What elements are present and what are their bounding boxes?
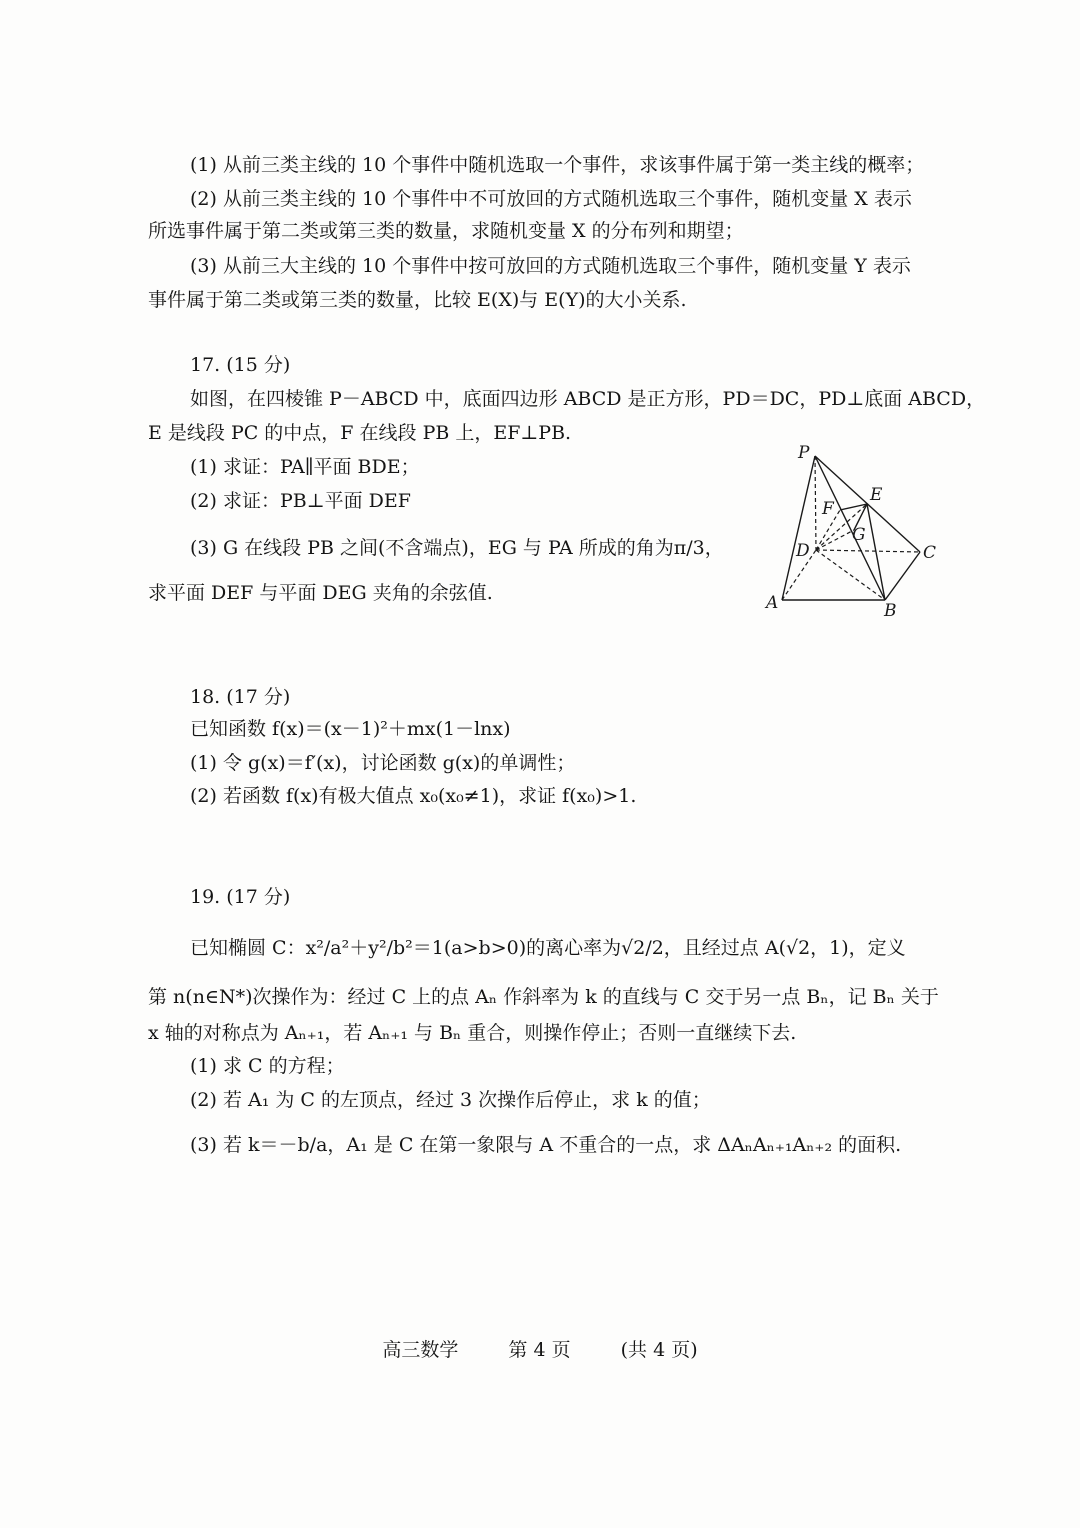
q16-part2-line2: 所选事件属于第二类或第三类的数量，求随机变量 X 的分布列和期望； [148,220,744,242]
label-C: C [923,543,937,563]
label-P: P [798,443,810,463]
q16-part3-line2: 事件属于第二类或第三类的数量，比较 E(X)与 E(Y)的大小关系. [148,289,687,311]
label-F: F [822,499,834,519]
q17-header: 17. (15 分) [190,354,291,376]
label-A: A [766,593,779,613]
q19-stem-line1: 已知椭圆 C：x²/a²＋y²/b²＝1(a>b>0)的离心率为√2/2，且经过点 A(√2，1)，定义 [190,937,906,959]
q17-part3-line2: 求平面 DEF 与平面 DEG 夹角的余弦值. [148,582,493,604]
q17-part2: (2) 求证：PB⊥平面 DEF [190,490,411,512]
q19-part1: (1) 求 C 的方程； [190,1055,345,1077]
q16-part2-line1: (2) 从前三类主线的 10 个事件中不可放回的方式随机选取三个事件，随机变量 X 表示 [190,188,912,210]
q19-part2: (2) 若 A₁ 为 C 的左顶点，经过 3 次操作后停止，求 k 的值； [190,1089,711,1111]
label-D: D [796,541,810,561]
q18-part1: (1) 令 g(x)＝f′(x)，讨论函数 g(x)的单调性； [190,752,576,774]
q17-part1: (1) 求证：PA∥平面 BDE； [190,456,420,478]
q19-stem-line2: 第 n(n∈N*)次操作为：经过 C 上的点 Aₙ 作斜率为 k 的直线与 C 交于另一点 Bₙ，记 Bₙ 关于 [148,986,939,1008]
edge-PD [815,456,816,550]
q17-stem-line2: E 是线段 PC 的中点，F 在线段 PB 上，EF⊥PB. [148,422,572,444]
footer-total-pages: (共 4 页) [620,1339,698,1361]
edge-PB [815,456,885,600]
edge-DG [816,530,854,550]
q19-stem-line3: x 轴的对称点为 Aₙ₊₁，若 Aₙ₊₁ 与 Bₙ 重合，则操作停止；否则一直继续下去. [148,1022,797,1044]
label-E: E [870,485,883,505]
q17-part3-line1: (3) G 在线段 PB 之间(不含端点)，EG 与 PA 所成的角为π/3， [190,537,724,559]
q18-header: 18. (17 分) [190,686,291,708]
q16-part1: (1) 从前三类主线的 10 个事件中随机选取一个事件，求该事件属于第一类主线的概率； [190,154,925,176]
page-footer [0,1335,1080,1362]
edge-DC [816,550,920,552]
q18-part2: (2) 若函数 f(x)有极大值点 x₀(x₀≠1)，求证 f(x₀)>1. [190,785,637,807]
q17-stem-line1: 如图，在四棱锥 P－ABCD 中，底面四边形 ABCD 是正方形，PD＝DC，PD⊥底面 ABCD， [190,388,986,410]
edge-PA [782,456,815,600]
q19-part3: (3) 若 k＝－b/a，A₁ 是 C 在第一象限与 A 不重合的一点，求 ΔAₙAₙ₊₁Aₙ₊₂ 的面积. [190,1134,902,1156]
label-B: B [884,601,897,620]
q16-part3-line1: (3) 从前三大主线的 10 个事件中按可放回的方式随机选取三个事件，随机变量 Y 表示 [190,255,911,277]
edge-BC [885,552,920,600]
label-G: G [852,525,866,545]
footer-subject: 高三数学 [382,1339,459,1361]
q19-header: 19. (17 分) [190,886,291,908]
footer-page-number: 第 4 页 [508,1339,571,1361]
q18-stem: 已知函数 f(x)＝(x－1)²＋mx(1－lnx) [190,718,511,740]
edge-DB [816,550,885,600]
pyramid-diagram [760,440,950,620]
